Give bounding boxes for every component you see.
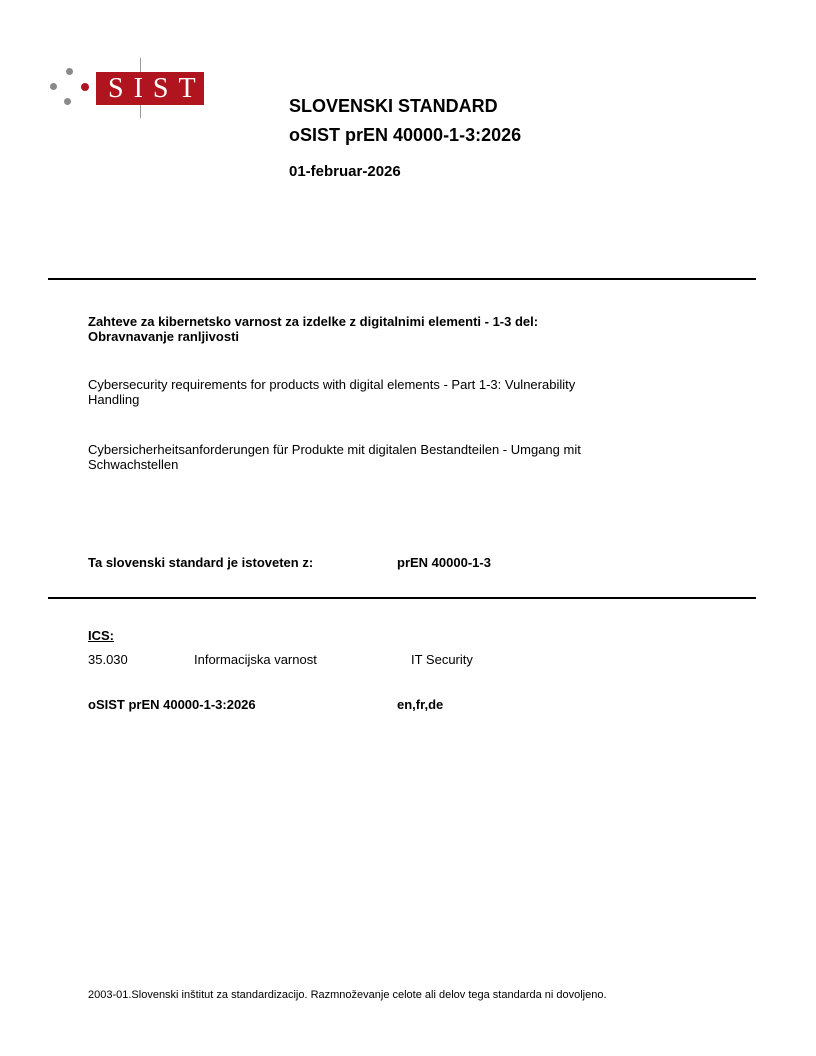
ics-slovenian: Informacijska varnost <box>194 652 317 667</box>
title-english <box>88 377 575 407</box>
title-german-line1: Cybersicherheitsanforderungen für Produkte mit digitalen Bestandteilen - Umgang mit <box>88 442 581 457</box>
top-divider <box>48 278 756 280</box>
logo-dot-accent-icon <box>81 83 89 91</box>
standard-heading: SLOVENSKI STANDARD <box>289 96 498 116</box>
identity-label: Ta slovenski standard je istoveten z: <box>88 555 314 570</box>
title-english-line1: Cybersecurity requirements for products with digital elements - Part 1-3: Vulnerability <box>88 377 576 392</box>
title-german-line2: Schwachstellen <box>88 457 179 472</box>
logo-dot-icon <box>50 83 57 90</box>
ics-english: IT Security <box>411 652 473 667</box>
title-english-line2: Handling <box>88 392 140 407</box>
title-slovenian-line2: Obravnavanje ranljivosti <box>88 329 240 344</box>
standard-designation: oSIST prEN 40000-1-3:2026 <box>289 125 522 145</box>
publication-date: 01-februar-2026 <box>289 163 401 180</box>
title-slovenian-line1: Zahteve za kibernetsko varnost za izdelke z digitalnimi elementi - 1-3 del: <box>88 314 539 329</box>
title-slovenian <box>88 314 538 344</box>
bottom-divider <box>48 597 756 599</box>
logo-dot-icon <box>66 68 73 75</box>
reference-languages: en,fr,de <box>397 697 444 712</box>
ics-code: 35.030 <box>88 652 128 667</box>
identity-value: prEN 40000-1-3 <box>397 555 491 570</box>
copyright-footer: 2003-01.Slovenski inštitut za standardizacijo. Razmnoževanje celote ali delov tega standarda ni dovoljeno. <box>88 989 607 1001</box>
logo-wordmark: SIST <box>96 72 204 105</box>
logo-dot-icon <box>64 98 71 105</box>
title-german <box>88 442 581 472</box>
ics-heading: ICS: <box>88 628 114 643</box>
reference-designation: oSIST prEN 40000-1-3:2026 <box>88 697 256 712</box>
